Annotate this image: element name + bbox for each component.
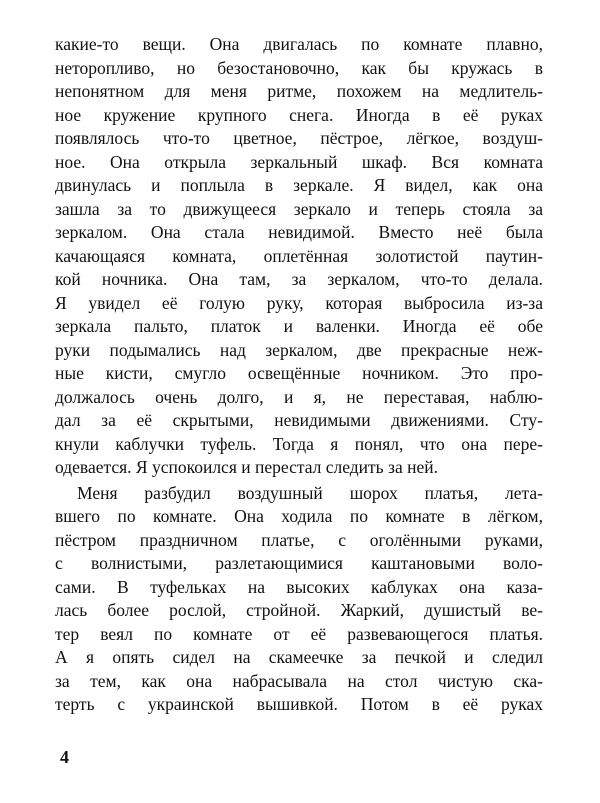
text-line: кой ночника. Она там, за зеркалом, что-то делала. <box>55 269 543 289</box>
text-line: должалось очень долго, и я, не переставая, наблю- <box>55 386 543 407</box>
text-line: ные кисти, смугло освещённые ночником. Это про- <box>55 363 543 383</box>
text-line: зеркалом. Она стала невидимой. Вместо неё была <box>55 222 543 242</box>
text-line: А я опять сидел на скамеечке за печкой и следил <box>55 647 543 667</box>
text-line: дал за её скрытыми, невидимыми движениями. Сту- <box>55 410 543 430</box>
text-line: сами. В туфельках на высоких каблуках она каза- <box>55 576 543 597</box>
text-line: Меня разбудил воздушный шорох платья, лета- <box>77 482 543 503</box>
text-line: зашла за то движущееся зеркало и теперь стояла за <box>55 198 543 219</box>
text-line: Я увидел её голую руку, которая выбросила из-за <box>55 292 543 313</box>
text-line: одевается. Я успокоился и перестал следить за ней. <box>55 457 438 477</box>
text-line: неторопливо, но безостановочно, как бы кружась в <box>55 57 543 78</box>
page-body <box>55 33 543 717</box>
text-line: двинулась и поплыла в зеркале. Я видел, как она <box>55 175 543 195</box>
text-line: кнули каблучки туфель. Тогда я понял, что она пере- <box>55 433 543 454</box>
text-line: руки подымались над зеркалом, две прекрасные неж- <box>55 339 543 360</box>
text-line: появлялось что-то цветное, пёстрое, лёгкое, воздуш- <box>55 128 543 148</box>
text-line: терть с украинской вышивкой. Потом в её руках <box>55 694 543 714</box>
text-line: за тем, как она набрасывала на стол чистую ска- <box>55 670 543 691</box>
text-line: вшего по комнате. Она ходила по комнате в лёгком, <box>55 506 543 526</box>
text-line: ное. Она открыла зеркальный шкаф. Вся комната <box>55 151 543 172</box>
text-line: ное кружение крупного снега. Иногда в её руках <box>55 104 543 125</box>
text-line: лась более рослой, стройной. Жаркий, душистый ве- <box>55 600 543 620</box>
page-number: 4 <box>60 747 69 767</box>
paragraph <box>55 33 543 480</box>
text-line: тер веял по комнате от её развевающегося платья. <box>55 623 543 644</box>
text-line: с волнистыми, разлетающимися каштановыми воло- <box>55 553 543 573</box>
text-line: какие-то вещи. Она двигалась по комнате плавно, <box>55 34 543 54</box>
text-line: качающаяся комната, оплетённая золотистой паутин- <box>55 245 543 266</box>
text-line: непонятном для меня ритме, похожем на медлитель- <box>55 81 543 101</box>
text-line: зеркала пальто, платок и валенки. Иногда её обе <box>55 316 543 336</box>
text-line: пёстром праздничном платье, с оголёнными руками, <box>55 529 543 550</box>
paragraph <box>55 482 543 717</box>
